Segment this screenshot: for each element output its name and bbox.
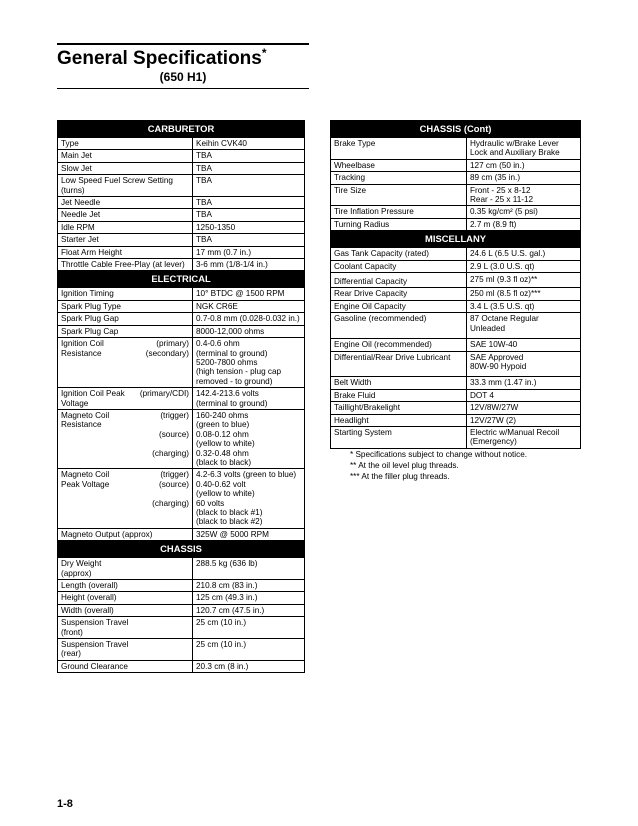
- table-row: Tire Inflation Pressure 0.35 kg/cm² (5 psi): [331, 206, 581, 218]
- table-row: Spark Plug Cap 8000-12,000 ohms: [58, 325, 305, 337]
- footnote: ** At the oil level plug threads.: [350, 461, 459, 470]
- table-row: Differential Capacity 275 ml (9.3 fl oz)**: [331, 273, 581, 288]
- table-row: Engine Oil (recommended) SAE 10W-40: [331, 339, 581, 351]
- table-row: Differential/Rear Drive Lubricant SAE Approved 80W-90 Hypoid: [331, 351, 581, 377]
- table-row: Ignition Coil (primary) Resistance (secondary) 0.4-0.6 ohm (terminal to ground) 5200-7800 ohms (high tension - plug cap removed - to ground): [58, 338, 305, 388]
- table-row: Jet Needle TBA: [58, 197, 305, 209]
- section-header-carburetor: CARBURETOR: [58, 121, 305, 138]
- table-row: Taillight/Brakelight 12V/8W/27W: [331, 402, 581, 414]
- table-row: Coolant Capacity 2.9 L (3.0 U.S. qt): [331, 260, 581, 272]
- table-row: Suspension Travel (rear) 25 cm (10 in.): [58, 639, 305, 661]
- page-subtitle: (650 H1): [159, 70, 207, 84]
- table-row: Needle Jet TBA: [58, 209, 305, 221]
- table-row: Headlight 12V/27W (2): [331, 414, 581, 426]
- section-header-chassis: CHASSIS: [58, 541, 305, 558]
- table-row: Spark Plug Type NGK CR6E: [58, 300, 305, 312]
- table-row: Slow Jet TBA: [58, 162, 305, 174]
- table-row: Tracking 89 cm (35 in.): [331, 172, 581, 184]
- table-row: Magneto Coil (trigger) Peak Voltage (source) (charging) 4.2-6.3 volts (green to blue) 0.40-0.62 volt (yellow to white) 60 volts (black to black #1) (black to black #2): [58, 469, 305, 528]
- table-row: Belt Width 33.3 mm (1.47 in.): [331, 377, 581, 389]
- table-row: Engine Oil Capacity 3.4 L (3.5 U.S. qt): [331, 300, 581, 312]
- table-row: Starter Jet TBA: [58, 234, 305, 246]
- title-bottom-rule: [57, 88, 309, 89]
- table-row: Gas Tank Capacity (rated) 24.6 L (6.5 U.S. gal.): [331, 248, 581, 260]
- title-footnote-mark: *: [261, 46, 267, 60]
- title-top-rule: [57, 43, 309, 45]
- table-row: Throttle Cable Free-Play (at lever) 3-6 mm (1/8-1/4 in.): [58, 259, 305, 271]
- table-row: Suspension Travel (front) 25 cm (10 in.): [58, 617, 305, 639]
- table-row: Spark Plug Gap 0.7-0.8 mm (0.028-0.032 in.): [58, 313, 305, 325]
- table-row: Low Speed Fuel Screw Setting (turns) TBA: [58, 175, 305, 197]
- table-row: Brake Type Hydraulic w/Brake Lever Lock and Auxiliary Brake: [331, 138, 581, 160]
- table-row: Starting System Electric w/Manual Recoil (Emergency): [331, 426, 581, 448]
- table-row: Idle RPM 1250-1350: [58, 221, 305, 233]
- footnote: *** At the filler plug threads.: [350, 472, 450, 481]
- table-row: Type Keihin CVK40: [58, 138, 305, 150]
- section-header-miscellany: MISCELLANY: [331, 231, 581, 248]
- table-row: Magneto Coil (trigger) Resistance (source) (charging) 160-240 ohms (green to blue) 0.08-0.12 ohm (yellow to white) 0.32-0.48 ohm (black to black): [58, 409, 305, 468]
- table-row: Brake Fluid DOT 4: [331, 389, 581, 401]
- table-row: Dry Weight (approx) 288.5 kg (636 lb): [58, 558, 305, 580]
- page-number: 1-8: [57, 798, 73, 810]
- table-row: Ignition Timing 10° BTDC @ 1500 RPM: [58, 288, 305, 300]
- spec-table-right: [330, 120, 581, 449]
- table-row: Magneto Output (approx) 325W @ 5000 RPM: [58, 528, 305, 540]
- section-header-chassis-cont: CHASSIS (Cont): [331, 121, 581, 138]
- table-row: Turning Radius 2.7 m (8.9 ft): [331, 218, 581, 230]
- table-row: Gasoline (recommended) 87 Octane Regular Unleaded: [331, 313, 581, 339]
- table-row: Rear Drive Capacity 250 ml (8.5 fl oz)***: [331, 288, 581, 300]
- table-row: Wheelbase 127 cm (50 in.): [331, 159, 581, 171]
- table-row: Width (overall) 120.7 cm (47.5 in.): [58, 604, 305, 616]
- table-row: Tire Size Front - 25 x 8-12 Rear - 25 x 11-12: [331, 184, 581, 206]
- table-row: Ground Clearance 20.3 cm (8 in.): [58, 660, 305, 672]
- footnotes: [350, 449, 527, 482]
- table-row: Main Jet TBA: [58, 150, 305, 162]
- page-title: General Specifications*: [57, 46, 267, 69]
- section-header-electrical: ELECTRICAL: [58, 271, 305, 288]
- spec-table-left: [57, 120, 305, 673]
- table-row: Float Arm Height 17 mm (0.7 in.): [58, 246, 305, 258]
- table-row: Height (overall) 125 cm (49.3 in.): [58, 592, 305, 604]
- table-row: Length (overall) 210.8 cm (83 in.): [58, 580, 305, 592]
- footnote: * Specifications subject to change without notice.: [350, 450, 528, 459]
- table-row: Ignition Coil Peak (primary/CDI) Voltage 142.4-213.6 volts (terminal to ground): [58, 388, 305, 410]
